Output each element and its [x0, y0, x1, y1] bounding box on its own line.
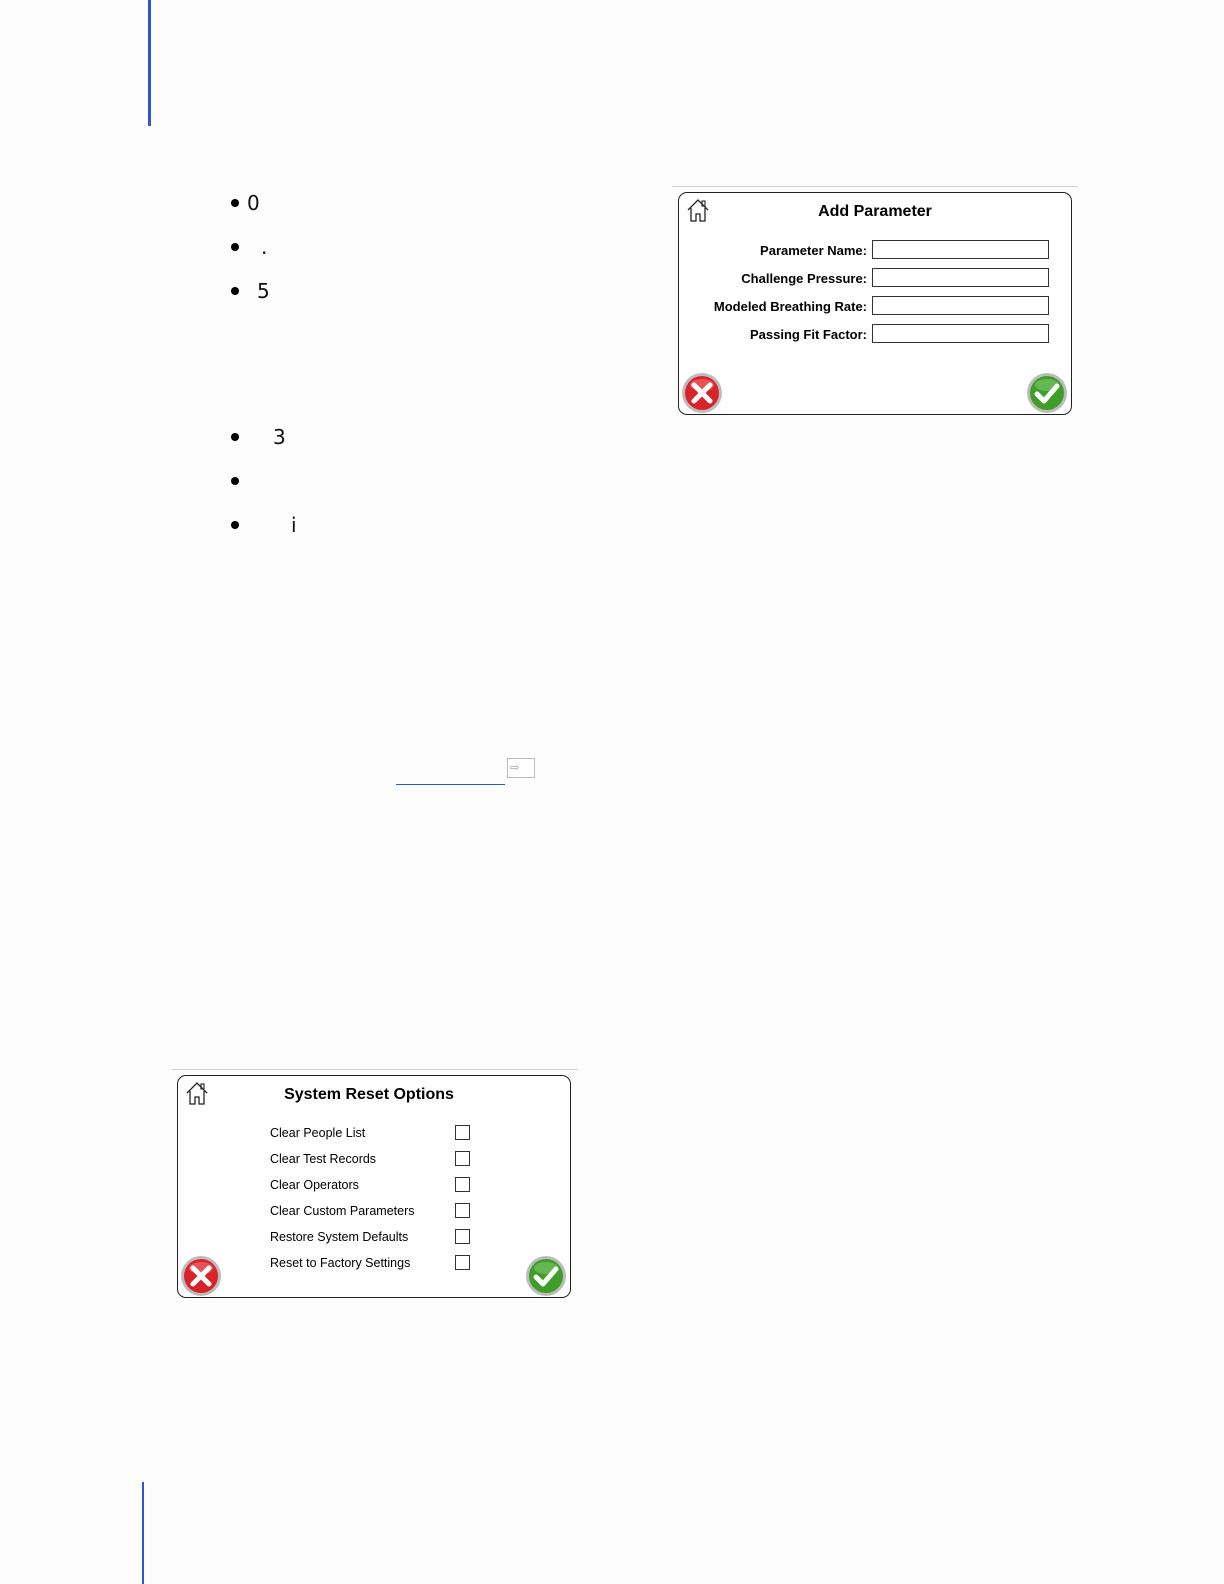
- parameter-name-input[interactable]: [872, 240, 1049, 259]
- confirm-button[interactable]: [525, 1255, 567, 1297]
- clear-people-list-checkbox[interactable]: [455, 1125, 470, 1140]
- breathing-rate-row: [679, 296, 867, 318]
- bullet-dot: [231, 433, 239, 441]
- figure-rule: [672, 186, 1078, 187]
- bullet-text: 3: [273, 425, 286, 449]
- bullet-dot: [231, 287, 239, 295]
- panel-title: Add Parameter: [818, 203, 932, 220]
- cross-reference-link[interactable]: [396, 784, 505, 785]
- bullet-text: 0: [247, 191, 260, 215]
- clear-operators-checkbox[interactable]: [455, 1177, 470, 1192]
- reset-factory-settings-checkbox[interactable]: [455, 1255, 470, 1270]
- bullet-dot: [231, 477, 239, 485]
- field-label: Parameter Name:: [760, 243, 867, 258]
- option-label: Clear People List: [270, 1126, 366, 1140]
- bullet-dot: [231, 243, 239, 251]
- fit-factor-row: [679, 324, 867, 346]
- bullet-dot: [231, 521, 239, 529]
- bullet-item: [228, 422, 286, 452]
- cross-reference-marker[interactable]: ⇨: [507, 758, 535, 778]
- challenge-pressure-row: [679, 268, 867, 290]
- page-accent-bar-top: [148, 0, 151, 126]
- checkmark-icon: [525, 1255, 567, 1297]
- cancel-x-icon: [681, 372, 723, 414]
- fit-factor-input[interactable]: [872, 324, 1049, 343]
- parameter-name-row: [679, 240, 867, 262]
- clear-test-records-checkbox[interactable]: [455, 1151, 470, 1166]
- bullet-text: 5: [257, 279, 270, 303]
- checkmark-icon: [1026, 372, 1068, 414]
- add-parameter-screen: [678, 192, 1072, 415]
- field-label: Passing Fit Factor:: [749, 327, 867, 342]
- page-accent-bar-bottom: [142, 1482, 144, 1584]
- confirm-button[interactable]: [1026, 372, 1068, 414]
- cancel-button[interactable]: [180, 1255, 222, 1297]
- option-label: Clear Operators: [270, 1178, 359, 1192]
- bullet-item: [228, 276, 270, 306]
- restore-system-defaults-checkbox[interactable]: [455, 1229, 470, 1244]
- bullet-item: [228, 466, 247, 496]
- field-label: Modeled Breathing Rate:: [713, 299, 867, 314]
- option-label: Clear Test Records: [270, 1152, 377, 1166]
- challenge-pressure-input[interactable]: [872, 268, 1049, 287]
- bullet-item: [228, 510, 297, 540]
- breathing-rate-input[interactable]: [872, 296, 1049, 315]
- bullet-item: [228, 232, 267, 262]
- bullet-text: .: [261, 235, 268, 259]
- system-reset-screen: [177, 1075, 571, 1298]
- panel-title: System Reset Options: [284, 1086, 454, 1103]
- clear-custom-parameters-checkbox[interactable]: [455, 1203, 470, 1218]
- bullet-dot: [231, 199, 239, 207]
- cancel-button[interactable]: [681, 372, 723, 414]
- option-label: Reset to Factory Settings: [270, 1256, 411, 1270]
- option-label: Clear Custom Parameters: [270, 1204, 415, 1218]
- cancel-x-icon: [180, 1255, 222, 1297]
- option-label: Restore System Defaults: [270, 1230, 409, 1244]
- bullet-item: [228, 188, 260, 218]
- figure-rule: [172, 1069, 578, 1070]
- field-label: Challenge Pressure:: [741, 271, 867, 286]
- bullet-text: i: [291, 513, 297, 537]
